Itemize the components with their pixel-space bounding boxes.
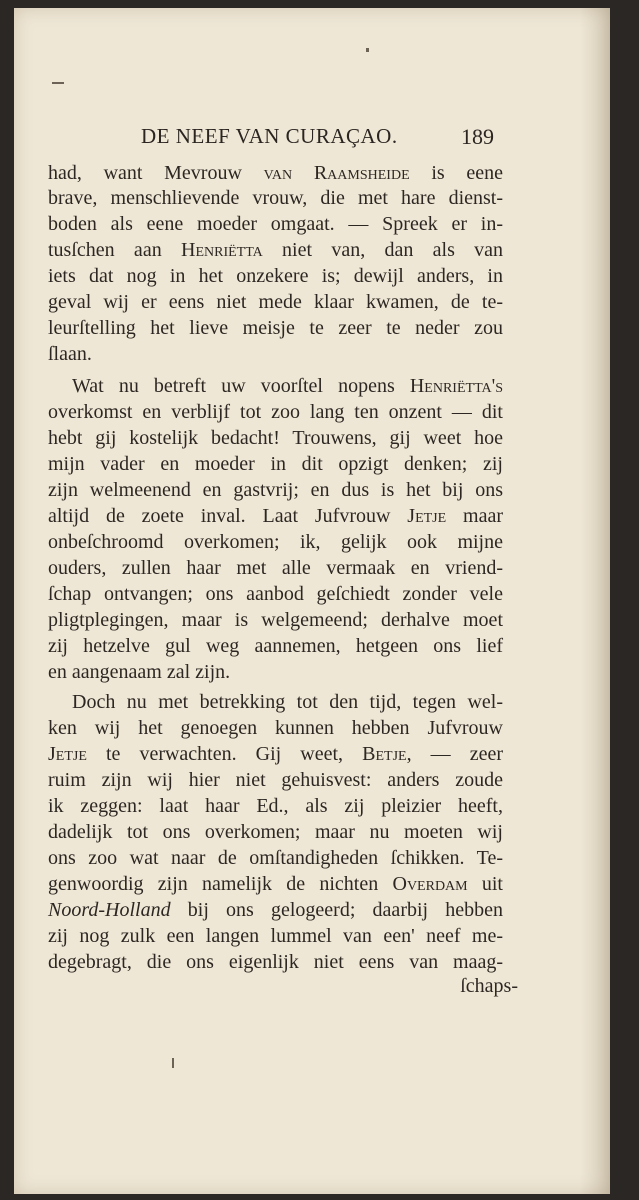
text-line: tusſchen aan Henriëtta niet van, dan als van bbox=[48, 239, 504, 261]
text-line: genwoordig zijn namelijk de nichten Overdam uit bbox=[48, 873, 503, 895]
book-page bbox=[14, 8, 610, 1194]
text-line: ruim zijn wij hier niet gehuisvest: anders zoude bbox=[48, 769, 503, 791]
text-line: ſchap ontvangen; ons aanbod geſchiedt zonder vele bbox=[48, 583, 503, 605]
text-line: onbeſchroomd overkomen; ik, gelijk ook mijne bbox=[48, 531, 503, 553]
paragraph-start: Wat nu betreft uw voorſtel nopens Henriëtta's bbox=[72, 375, 503, 397]
text-line: geval wij er eens niet mede klaar kwamen, de te- bbox=[48, 291, 503, 313]
running-header bbox=[14, 124, 610, 154]
text-line: zijn welmeenend en gastvrij; en dus is het bij ons bbox=[48, 479, 503, 501]
text-line: en aangenaam zal zijn. bbox=[48, 661, 231, 683]
text-line: zij nog zulk een langen lummel van een' neef me- bbox=[48, 925, 503, 947]
page-number: 189 bbox=[461, 124, 494, 149]
text-line: Jetje te verwachten. Gij weet, Betje, — zeer bbox=[48, 743, 503, 765]
text-line: ik zeggen: laat haar Ed., als zij pleizier heeft, bbox=[48, 795, 503, 817]
text-line: ons zoo wat naar de omſtandigheden ſchikken. Te- bbox=[48, 847, 503, 869]
text-line: hebt gij kostelijk bedacht! Trouwens, gij weet hoe bbox=[48, 427, 503, 449]
text-line: boden als eene moeder omgaat. — Spreek er in- bbox=[48, 213, 503, 235]
text-line: pligtplegingen, maar is welgemeend; derhalve moet bbox=[48, 609, 503, 631]
text-line: ouders, zullen haar met alle vermaak en vriend- bbox=[48, 557, 503, 579]
text-line: leurſtelling het lieve meisje te zeer te neder zou bbox=[48, 317, 503, 339]
text-line: iets dat nog in het onzekere is; dewijl anders, in bbox=[48, 265, 503, 287]
text-line: brave, menschlievende vrouw, die met hare dienst- bbox=[48, 187, 503, 209]
page-edge-shadow bbox=[580, 8, 610, 1194]
stray-mark bbox=[52, 82, 64, 84]
text-line: mijn vader en moeder in dit opzigt denken; zij bbox=[48, 453, 503, 475]
text-line: zij hetzelve gul weg aannemen, hetgeen ons lief bbox=[48, 635, 503, 657]
stray-mark bbox=[366, 48, 369, 52]
paragraph-start: Doch nu met betrekking tot den tijd, tegen wel- bbox=[72, 691, 503, 713]
text-line: had, want Mevrouw van Raamsheide is eene bbox=[48, 162, 504, 184]
text-line: overkomst en verblijf tot zoo lang ten onzent — dit bbox=[48, 401, 503, 423]
text-line: dadelijk tot ons overkomen; maar nu moeten wij bbox=[48, 821, 503, 843]
stray-mark bbox=[172, 1058, 174, 1068]
running-title: DE NEEF VAN CURAÇAO. bbox=[141, 124, 398, 148]
text-line: degebragt, die ons eigenlijk niet eens van maag- bbox=[48, 951, 503, 973]
text-line: altijd de zoete inval. Laat Jufvrouw Jetje maar bbox=[48, 505, 504, 527]
text-line: ſlaan. bbox=[48, 343, 92, 365]
text-line: Noord-Holland bij ons gelogeerd; daarbij hebben bbox=[48, 899, 504, 921]
catchword: ſchaps- bbox=[460, 975, 518, 997]
text-line: ken wij het genoegen kunnen hebben Jufvrouw bbox=[48, 717, 503, 739]
